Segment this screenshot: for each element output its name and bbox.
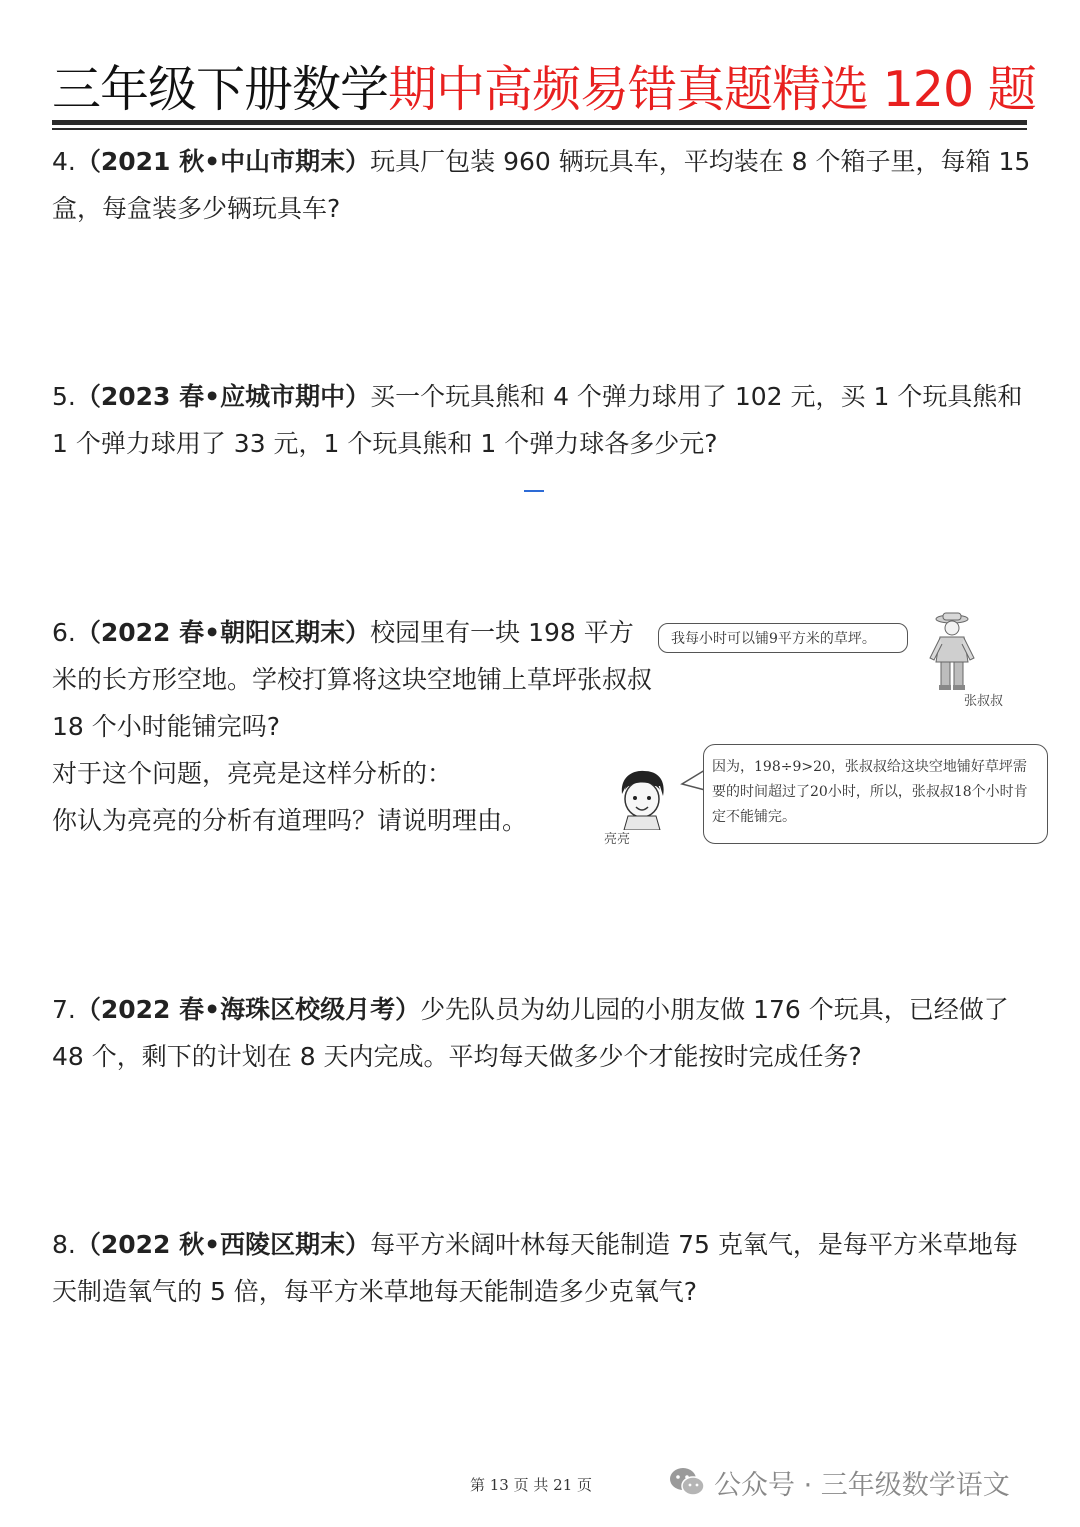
question-number: 4.: [52, 147, 76, 176]
question-4: [52, 138, 1032, 232]
title-black-part: 三年级下册数学: [52, 61, 389, 118]
question-text: 每平方米阔叶林每天能制造 75 克氧气，是每平方米草地每天制造氧气的 5 倍，每平方米草地每天能制造多少克氧气?: [52, 1230, 1018, 1306]
title-red-part: 期中高频易错真题精选 120 题: [388, 61, 1036, 118]
question-number: 7.: [52, 995, 76, 1024]
divider-mark: [524, 490, 544, 492]
speech-bubble-uncle: 我每小时可以铺9平方米的草坪。: [658, 623, 908, 653]
question-6-analysis-intro: 对于这个问题，亮亮是这样分析的：: [52, 759, 453, 788]
page-number: 第 13 页 共 21 页: [470, 1476, 593, 1494]
question-6-main: [52, 609, 652, 750]
page-title: [52, 58, 1036, 122]
question-number: 6.: [52, 618, 76, 647]
speech-bubble-liangliang: 因为，198÷9>20，张叔叔给这块空地铺好草坪需要的时间超过了20小时，所以，张叔叔18个小时肯定不能铺完。: [703, 744, 1048, 844]
question-7: [52, 986, 1032, 1080]
uncle-zhang-figure: [922, 610, 982, 692]
question-source: （2022 秋•西陵区期末）: [75, 1230, 371, 1259]
watermark-text: 公众号 · 三年级数学语文: [714, 1469, 1010, 1501]
wechat-icon: [668, 1466, 706, 1498]
question-number: 5.: [52, 382, 76, 411]
question-source: （2022 春•海珠区校级月考）: [75, 995, 421, 1024]
liangliang-label: 亮亮: [604, 832, 631, 847]
question-6: [52, 609, 652, 844]
uncle-zhang-label: 张叔叔: [964, 694, 1004, 709]
question-6-prompt: 你认为亮亮的分析有道理吗？请说明理由。: [52, 806, 528, 835]
title-divider-thin: [52, 128, 1027, 130]
question-5: [52, 373, 1032, 467]
watermark: [668, 1462, 1010, 1502]
question-number: 8.: [52, 1230, 76, 1259]
question-text: 校园里有一块 198 平方米的长方形空地。学校打算将这块空地铺上草坪张叔叔 18 个小时能铺完吗?: [52, 618, 653, 741]
question-text: 少先队员为幼儿园的小朋友做 176 个玩具，已经做了 48 个，剩下的计划在 8 天内完成。平均每天做多少个才能按时完成任务?: [52, 995, 1009, 1071]
question-source: （2023 春•应城市期中）: [75, 382, 371, 411]
title-divider-thick: [52, 120, 1027, 125]
question-text: 玩具厂包装 960 辆玩具车，平均装在 8 个箱子里，每箱 15 盒，每盒装多少辆玩具车?: [52, 147, 1031, 223]
question-source: （2021 秋•中山市期末）: [75, 147, 371, 176]
liangliang-figure: [614, 768, 670, 830]
question-text: 买一个玩具熊和 4 个弹力球用了 102 元，买 1 个玩具熊和 1 个弹力球用了 33 元，1 个玩具熊和 1 个弹力球各多少元?: [52, 382, 1023, 458]
question-source: （2022 春•朝阳区期末）: [75, 618, 371, 647]
question-8: [52, 1221, 1032, 1315]
